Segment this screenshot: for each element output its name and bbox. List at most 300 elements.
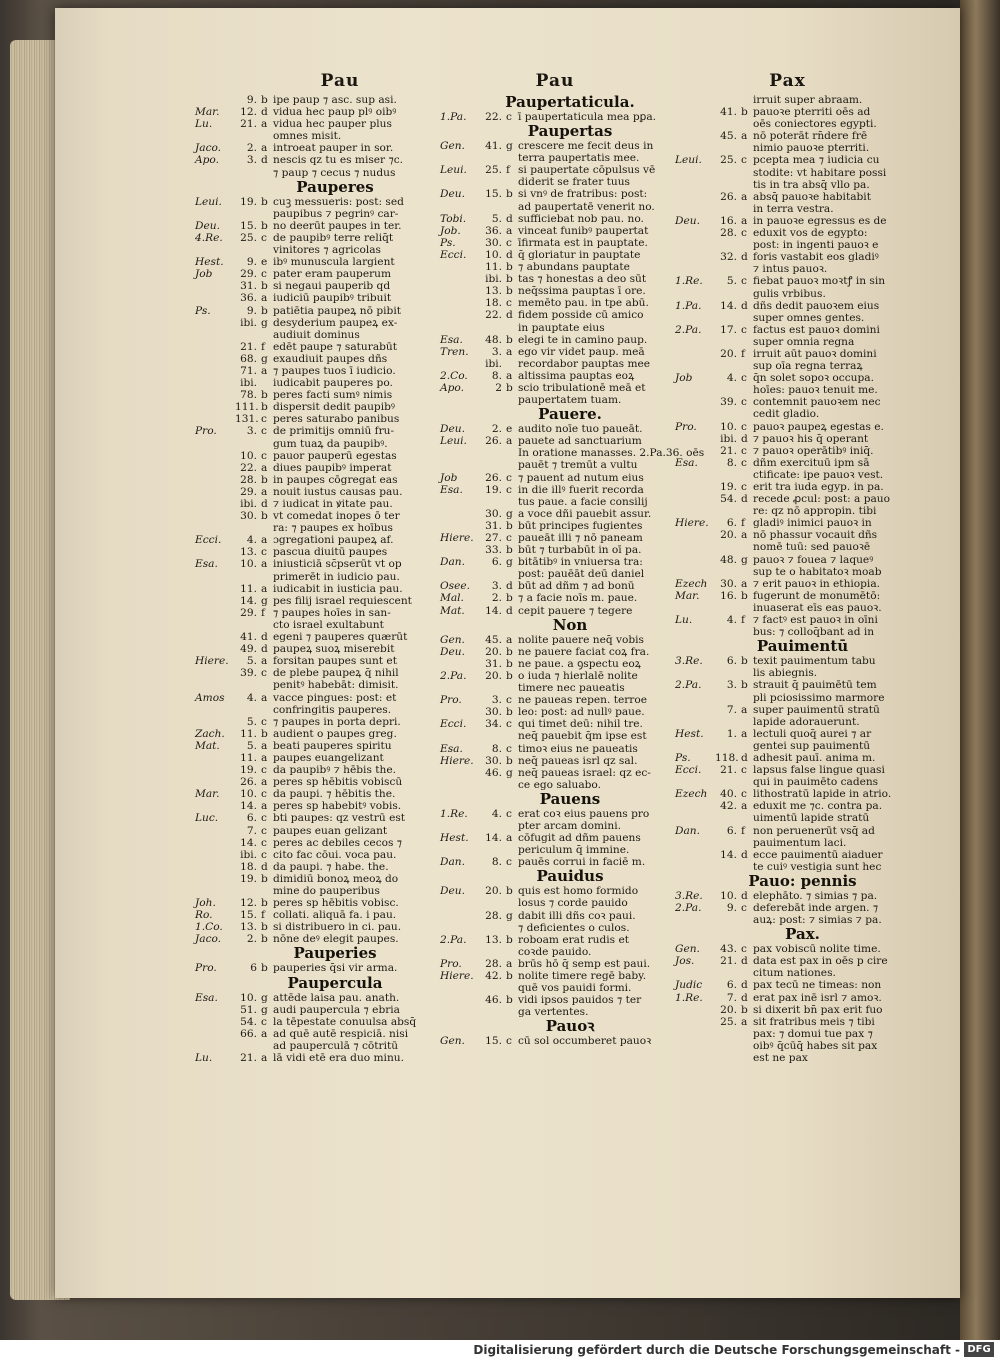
section-letter: g bbox=[506, 556, 513, 569]
book-reference bbox=[675, 849, 715, 861]
section-letter: a bbox=[741, 529, 748, 542]
book-reference: Deu. bbox=[440, 423, 465, 436]
concordance-line bbox=[440, 423, 670, 435]
concordance-line bbox=[675, 421, 900, 433]
book-reference bbox=[440, 459, 480, 471]
concordance-line bbox=[675, 493, 900, 505]
quotation-text: scio tribulationē meā et bbox=[518, 381, 646, 394]
book-reference bbox=[195, 292, 235, 304]
quotation-text: losus ⁊ corde pauido bbox=[518, 897, 628, 910]
chapter-number bbox=[235, 522, 261, 534]
book-reference: Ps. bbox=[440, 236, 456, 249]
book-reference: Pro. bbox=[195, 962, 217, 975]
section-letter bbox=[506, 152, 518, 164]
running-head-2: Pau bbox=[535, 71, 575, 91]
chapter-number: 3. bbox=[246, 154, 257, 167]
quotation-text: cū sol occumberet pauoꝛ bbox=[518, 1035, 652, 1048]
book-reference bbox=[675, 481, 715, 493]
concordance-line bbox=[195, 849, 445, 861]
section-letter: b bbox=[506, 381, 513, 394]
quotation-text: vidua hec paup plꝰ oibꝰ bbox=[273, 106, 397, 119]
book-reference bbox=[675, 251, 715, 263]
quotation-text: ecce pauimentū aiaduer bbox=[753, 848, 883, 861]
book-reference bbox=[440, 297, 480, 309]
book-reference bbox=[675, 1028, 715, 1040]
concordance-line bbox=[675, 94, 900, 106]
quotation-text: uimentū lapide stratū bbox=[753, 812, 870, 825]
chapter-number: ibi. bbox=[240, 316, 257, 329]
quotation-text: memēto pau. in tpe abū. bbox=[518, 297, 649, 310]
chapter-number: 20. bbox=[720, 347, 737, 360]
concordance-line bbox=[440, 658, 670, 670]
quotation-text: oibꝰ q̄cūq̄ habes sit pax bbox=[753, 1039, 878, 1052]
quotation-text: foris vastabit eos gladiꝰ bbox=[753, 251, 879, 264]
chapter-number: 6. bbox=[491, 556, 502, 569]
quotation-text: quē vos pauidi formi. bbox=[518, 982, 632, 995]
book-reference bbox=[195, 643, 235, 655]
chapter-number: 25. bbox=[240, 231, 257, 244]
quotation-text: auꝝ: post: ⁊ simias ⁊ pa. bbox=[753, 914, 882, 927]
chapter-number: 14. bbox=[240, 800, 257, 813]
concordance-line bbox=[675, 740, 900, 752]
concordance-line bbox=[195, 1004, 445, 1016]
book-reference bbox=[675, 408, 715, 420]
concordance-line bbox=[195, 94, 445, 106]
section-letter: c bbox=[506, 483, 512, 496]
section-letter bbox=[506, 201, 518, 213]
concordance-line bbox=[195, 208, 445, 220]
concordance-line bbox=[675, 203, 900, 215]
section-letter bbox=[741, 142, 753, 154]
section-letter bbox=[506, 1006, 518, 1018]
book-reference bbox=[675, 445, 715, 457]
quotation-text: confringitis pauperes. bbox=[273, 703, 392, 716]
section-letter bbox=[506, 820, 518, 832]
chapter-number: 41. bbox=[240, 631, 257, 644]
quotation-text: cōfugit ad dñm pauens bbox=[518, 832, 641, 845]
chapter-number: 12. bbox=[240, 897, 257, 910]
section-letter: a bbox=[261, 1052, 268, 1065]
chapter-number: 9. bbox=[246, 256, 257, 269]
book-reference bbox=[195, 873, 235, 885]
book-reference bbox=[195, 401, 235, 413]
chapter-number: 5. bbox=[246, 739, 257, 752]
section-letter: a bbox=[261, 292, 268, 305]
concordance-line bbox=[675, 300, 900, 312]
book-reference: Job bbox=[440, 471, 458, 484]
section-letter bbox=[741, 167, 753, 179]
concordance-line bbox=[440, 176, 670, 188]
concordance-line bbox=[675, 902, 900, 914]
book-reference bbox=[440, 682, 480, 694]
section-letter: a bbox=[261, 118, 268, 131]
chapter-number: 15. bbox=[240, 909, 257, 922]
concordance-line bbox=[675, 837, 900, 849]
chapter-number: 2. bbox=[246, 142, 257, 155]
quotation-text: iniusticiā sc̄pserūt vt op bbox=[273, 558, 402, 571]
book-reference: Job bbox=[675, 372, 693, 385]
book-reference bbox=[440, 820, 480, 832]
concordance-line bbox=[675, 408, 900, 420]
concordance-line bbox=[195, 106, 445, 118]
concordance-line bbox=[195, 130, 445, 142]
concordance-line bbox=[195, 1040, 445, 1052]
quotation-text: dñs dedit pauoꝛem eius bbox=[753, 299, 880, 312]
section-letter bbox=[261, 679, 273, 691]
book-reference: Hiere. bbox=[440, 532, 474, 544]
book-reference bbox=[195, 667, 235, 679]
section-letter: a bbox=[261, 751, 268, 764]
book-reference bbox=[195, 353, 235, 365]
concordance-line bbox=[675, 1040, 900, 1052]
quotation-text: omnes misit. bbox=[273, 130, 342, 143]
section-letter: c bbox=[261, 836, 267, 849]
section-letter: d bbox=[261, 631, 268, 644]
chapter-number: 13. bbox=[485, 933, 502, 946]
chapter-number: 34. bbox=[485, 718, 502, 731]
section-letter bbox=[506, 176, 518, 188]
concordance-line bbox=[440, 520, 670, 532]
chapter-number: 48. bbox=[485, 333, 502, 346]
concordance-line bbox=[675, 554, 900, 566]
chapter-number: 11. bbox=[485, 261, 502, 274]
section-letter: d bbox=[741, 299, 748, 312]
chapter-number: 7. bbox=[726, 703, 737, 716]
section-letter: f bbox=[741, 824, 745, 837]
section-letter: d bbox=[741, 955, 748, 968]
entry-heading: Paupertaticula. bbox=[505, 93, 635, 111]
concordance-line bbox=[440, 297, 670, 309]
chapter-number: 11. bbox=[240, 727, 257, 740]
chapter-number: 3. bbox=[726, 679, 737, 692]
book-reference: 1.Pa. bbox=[675, 299, 702, 312]
section-letter bbox=[506, 459, 518, 471]
concordance-line bbox=[440, 309, 670, 321]
section-letter bbox=[261, 619, 273, 631]
concordance-line bbox=[195, 909, 445, 921]
quotation-text: nō phassur vocauit dñs bbox=[753, 529, 878, 542]
chapter-number: 28. bbox=[485, 909, 502, 922]
section-letter bbox=[261, 244, 273, 256]
concordance-line bbox=[675, 800, 900, 812]
chapter-number bbox=[715, 203, 741, 215]
quotation-text: lithostratū lapide in atrio. bbox=[753, 788, 892, 801]
book-reference bbox=[195, 631, 235, 643]
book-reference bbox=[440, 1006, 480, 1018]
section-letter: c bbox=[741, 456, 747, 469]
section-letter: c bbox=[261, 231, 267, 244]
concordance-line bbox=[675, 312, 900, 324]
chapter-number: 3. bbox=[246, 425, 257, 438]
quotation-text: dimidiū bonoꝝ meoꝝ do bbox=[273, 872, 399, 885]
chapter-number: 31. bbox=[485, 657, 502, 670]
section-letter: b bbox=[506, 592, 513, 605]
section-letter bbox=[741, 469, 753, 481]
concordance-line bbox=[675, 288, 900, 300]
book-reference bbox=[195, 679, 235, 691]
chapter-number bbox=[715, 1040, 741, 1052]
concordance-line bbox=[195, 220, 445, 232]
chapter-number bbox=[235, 329, 261, 341]
concordance-line bbox=[440, 910, 670, 922]
quotation-text: peres sp habebitꝰ vobis. bbox=[273, 800, 402, 813]
book-reference: 1.Pa. bbox=[440, 111, 467, 123]
concordance-line bbox=[675, 1052, 900, 1064]
concordance-line bbox=[195, 256, 445, 268]
quotation-text: irruit super abraam. bbox=[753, 94, 863, 106]
quotation-text: ⁊ pauoꝛ his q̄ operant bbox=[753, 432, 869, 445]
concordance-line bbox=[440, 1035, 670, 1047]
section-letter: a bbox=[741, 703, 748, 716]
concordance-line bbox=[195, 631, 445, 643]
chapter-number: 6 bbox=[250, 962, 257, 975]
quotation-text: ego vir videt paup. meā bbox=[518, 345, 645, 358]
chapter-number: 11. bbox=[240, 582, 257, 595]
running-head-1: Pau bbox=[320, 71, 360, 91]
quotation-text: texit pauimentum tabu bbox=[753, 655, 876, 668]
concordance-line bbox=[195, 679, 445, 691]
chapter-number: 2. bbox=[246, 933, 257, 946]
concordance-line bbox=[440, 237, 670, 249]
chapter-number: 5. bbox=[246, 655, 257, 668]
section-letter: a bbox=[741, 577, 748, 590]
book-reference: Hest. bbox=[195, 256, 224, 269]
quotation-text: tas ⁊ honestas a deo sūt bbox=[518, 273, 647, 286]
concordance-line bbox=[195, 1028, 445, 1040]
concordance-line bbox=[195, 167, 445, 179]
concordance-line bbox=[675, 578, 900, 590]
concordance-line bbox=[675, 396, 900, 408]
concordance-line bbox=[675, 890, 900, 902]
chapter-number bbox=[480, 176, 506, 188]
section-letter bbox=[506, 568, 518, 580]
chapter-number: 2 bbox=[495, 381, 502, 394]
concordance-line bbox=[440, 982, 670, 994]
concordance-line bbox=[440, 382, 670, 394]
book-reference: Judic bbox=[675, 979, 703, 992]
chapter-number: 18. bbox=[240, 860, 257, 873]
book-reference bbox=[675, 312, 715, 324]
quotation-text: leo: post: ad nullꝰ paue. bbox=[518, 706, 645, 719]
section-letter: g bbox=[506, 507, 513, 520]
quotation-text: īfirmata est in pauptate. bbox=[518, 236, 648, 249]
entry-heading: Pauens bbox=[539, 789, 601, 808]
section-letter: f bbox=[261, 340, 265, 353]
chapter-number bbox=[715, 667, 741, 679]
concordance-line bbox=[195, 377, 445, 389]
quotation-text: ⁊ paup ⁊ cecus ⁊ nudus bbox=[273, 166, 396, 179]
section-letter: c bbox=[261, 425, 267, 438]
concordance-line bbox=[675, 191, 900, 203]
section-letter: b bbox=[261, 195, 268, 208]
chapter-number bbox=[715, 360, 741, 372]
chapter-number: 9. bbox=[246, 304, 257, 317]
book-reference bbox=[675, 94, 715, 106]
section-letter bbox=[741, 692, 753, 704]
section-letter: b bbox=[506, 333, 513, 346]
quotation-text: cto israel exultabunt bbox=[273, 618, 384, 631]
quotation-text: elegi te in camino paup. bbox=[518, 333, 648, 346]
quotation-text: o iuda ⁊ hierlalē nolite bbox=[518, 669, 638, 682]
quotation-text: vinceat funibꝰ paupertat bbox=[518, 224, 649, 237]
section-letter: c bbox=[261, 812, 267, 825]
section-letter bbox=[261, 885, 273, 897]
quotation-text: attēde laisa pau. anath. bbox=[273, 991, 400, 1004]
section-letter bbox=[741, 1040, 753, 1052]
book-reference bbox=[675, 716, 715, 728]
book-reference: Tren. bbox=[440, 345, 469, 358]
book-reference bbox=[675, 179, 715, 191]
quotation-text: nimio pauoꝛe pterriti. bbox=[753, 142, 870, 155]
book-reference bbox=[675, 837, 715, 849]
quotation-text: peres facti sumꝰ nimis bbox=[273, 389, 393, 402]
quotation-text: vt comedat inopes ō ter bbox=[273, 510, 400, 523]
book-reference bbox=[195, 583, 235, 595]
section-letter: c bbox=[741, 902, 747, 914]
dfg-logo: DFG bbox=[964, 1342, 994, 1357]
concordance-line bbox=[195, 486, 445, 498]
book-reference: 1.Re. bbox=[440, 807, 468, 820]
section-letter: b bbox=[741, 589, 748, 602]
section-letter: a bbox=[506, 832, 513, 845]
section-letter: b bbox=[261, 872, 268, 885]
chapter-number: 19. bbox=[240, 872, 257, 885]
concordance-line bbox=[675, 130, 900, 142]
chapter-number bbox=[480, 152, 506, 164]
book-reference: Hiere. bbox=[675, 517, 709, 530]
chapter-number: 15. bbox=[485, 188, 502, 201]
quotation-text: audiuit dominus bbox=[273, 328, 360, 341]
section-letter: b bbox=[741, 655, 748, 668]
concordance-line bbox=[195, 118, 445, 130]
book-reference bbox=[675, 130, 715, 142]
section-letter: c bbox=[741, 227, 747, 240]
section-letter: c bbox=[261, 449, 267, 462]
book-reference: Esa. bbox=[675, 456, 698, 469]
quotation-text: in terra vestra. bbox=[753, 202, 834, 215]
concordance-line bbox=[440, 897, 670, 909]
chapter-number bbox=[235, 679, 261, 691]
quotation-text: bti paupes: qz vestrū est bbox=[273, 812, 406, 825]
section-letter bbox=[741, 408, 753, 420]
chapter-number: 42. bbox=[720, 800, 737, 813]
quotation-text: de paupibꝰ terre reliq̄t bbox=[273, 231, 394, 244]
chapter-number: 21. bbox=[240, 1052, 257, 1065]
quotation-text: adhesit pauī. anima m. bbox=[753, 751, 876, 764]
section-letter: a bbox=[261, 739, 268, 752]
quotation-text: neq̄ paueas isrl qz sal. bbox=[518, 754, 638, 767]
concordance-line bbox=[195, 1052, 445, 1064]
chapter-number: 29. bbox=[240, 485, 257, 498]
concordance-line bbox=[195, 837, 445, 849]
section-letter bbox=[741, 1028, 753, 1040]
book-reference: Lu. bbox=[675, 614, 693, 627]
quotation-text: exaudiuit paupes dñs bbox=[273, 352, 388, 365]
quotation-text: neq̄ pauebit q̄m ipse est bbox=[518, 730, 647, 743]
quotation-text: quis est homo formido bbox=[518, 885, 639, 898]
quotation-text: in die illꝰ fuerit recorda bbox=[518, 483, 644, 496]
book-reference bbox=[195, 244, 235, 256]
chapter-number: 21. bbox=[240, 118, 257, 131]
quotation-text: irruit aūt pauoꝛ domini bbox=[753, 347, 877, 360]
book-reference bbox=[675, 118, 715, 130]
section-letter: e bbox=[261, 256, 268, 269]
section-letter: c bbox=[261, 715, 267, 728]
section-letter: d bbox=[741, 432, 748, 445]
quotation-text: iudiciū paupibꝰ tribuit bbox=[273, 292, 392, 305]
book-reference bbox=[675, 692, 715, 704]
chapter-number: 6. bbox=[726, 655, 737, 668]
chapter-number: 4. bbox=[726, 372, 737, 385]
quotation-text: diderit se frater tuus bbox=[518, 176, 630, 189]
quotation-text: penitꝰ habebāt: dimisit. bbox=[273, 679, 399, 692]
quotation-text: da paupi. ⁊ habe. the. bbox=[273, 860, 389, 873]
quotation-text: ra: ⁊ paupes ex hoībus bbox=[273, 522, 393, 535]
quotation-text: data est pax in oēs p cire bbox=[753, 955, 888, 968]
section-letter bbox=[261, 438, 273, 450]
book-reference: Esa. bbox=[440, 333, 463, 346]
section-letter: b bbox=[506, 933, 513, 946]
section-letter: f bbox=[741, 614, 745, 627]
concordance-line bbox=[195, 619, 445, 631]
book-reference: Dan. bbox=[440, 556, 465, 569]
section-letter bbox=[741, 179, 753, 191]
chapter-number: 5. bbox=[246, 715, 257, 728]
concordance-line bbox=[440, 994, 670, 1006]
quotation-text: nōne deꝰ elegit paupes. bbox=[273, 933, 399, 946]
concordance-line bbox=[195, 389, 445, 401]
book-reference: Jaco. bbox=[195, 933, 222, 946]
concordance-line bbox=[195, 595, 445, 607]
chapter-number: 30. bbox=[485, 507, 502, 520]
section-letter: b bbox=[506, 669, 513, 682]
chapter-number: 20. bbox=[485, 645, 502, 658]
section-letter: a bbox=[261, 1027, 268, 1040]
book-reference bbox=[195, 1040, 235, 1052]
section-letter bbox=[741, 505, 753, 517]
section-letter: b bbox=[261, 897, 268, 910]
book-reference bbox=[440, 322, 480, 334]
chapter-number: 29. bbox=[240, 606, 257, 619]
concordance-line bbox=[675, 336, 900, 348]
chapter-number: 14. bbox=[720, 299, 737, 312]
book-reference: Ezech bbox=[675, 577, 708, 590]
chapter-number bbox=[480, 322, 506, 334]
section-letter bbox=[741, 312, 753, 324]
book-reference: Leui. bbox=[195, 195, 222, 208]
concordance-line bbox=[675, 992, 900, 1004]
section-letter: d bbox=[506, 604, 513, 617]
section-letter: a bbox=[741, 190, 748, 203]
concordance-line bbox=[195, 522, 445, 534]
section-letter: c bbox=[506, 532, 512, 544]
quotation-text: nescis qz tu es miser ⁊c. bbox=[273, 154, 404, 167]
section-letter bbox=[741, 914, 753, 926]
chapter-number: 6. bbox=[246, 812, 257, 825]
book-reference: Zach. bbox=[195, 727, 225, 740]
concordance-line bbox=[195, 425, 445, 437]
entry-heading: Paupercula bbox=[287, 973, 383, 992]
chapter-number bbox=[480, 568, 506, 580]
chapter-number bbox=[235, 438, 261, 450]
book-reference: Luc. bbox=[195, 812, 219, 825]
concordance-line bbox=[195, 232, 445, 244]
book-reference bbox=[195, 413, 235, 425]
book-reference bbox=[440, 176, 480, 188]
concordance-line bbox=[440, 140, 670, 152]
book-reference bbox=[440, 394, 480, 406]
quotation-text: ī paupertaticula mea pꝑa. bbox=[518, 111, 657, 123]
